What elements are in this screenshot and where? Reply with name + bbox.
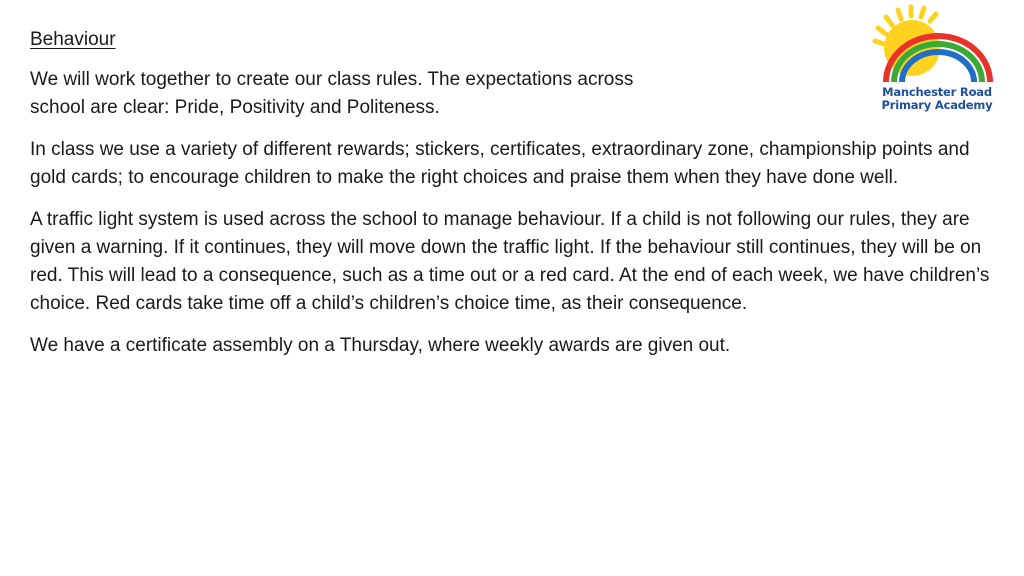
logo-text-line2: Primary Academy — [881, 98, 993, 112]
paragraph-class-rules: We will work together to create our class rules. The expectations across school are clear: Pride, Positivity and Politeness. — [30, 69, 634, 118]
rainbow-sun-logo-icon — [872, 4, 1002, 86]
content-area — [30, 26, 1005, 374]
paragraph-certificate-assembly: We have a certificate assembly on a Thursday, where weekly awards are given out. — [30, 335, 731, 356]
paragraph-traffic-light: A traffic light system is used across the school to manage behaviour. If a child is not following our rules, they are given a warning. If it continues, they will move down the traffic light. If the behaviour still continues, they will be on red. This will lead to a consequence, such as a time out or a red card. At the end of each week, we have children’s choice. Red cards take time off a child’s children’s choice time, as their consequence. — [30, 209, 990, 314]
page-title: Behaviour — [30, 29, 116, 50]
logo-text-line1: Manchester Road — [882, 85, 992, 99]
school-logo — [872, 4, 1002, 114]
paragraph-rewards: In class we use a variety of different rewards; stickers, certificates, extraordinary zone, championship points and gold cards; to encourage children to make the right choices and praise them when they have done well. — [30, 139, 970, 188]
